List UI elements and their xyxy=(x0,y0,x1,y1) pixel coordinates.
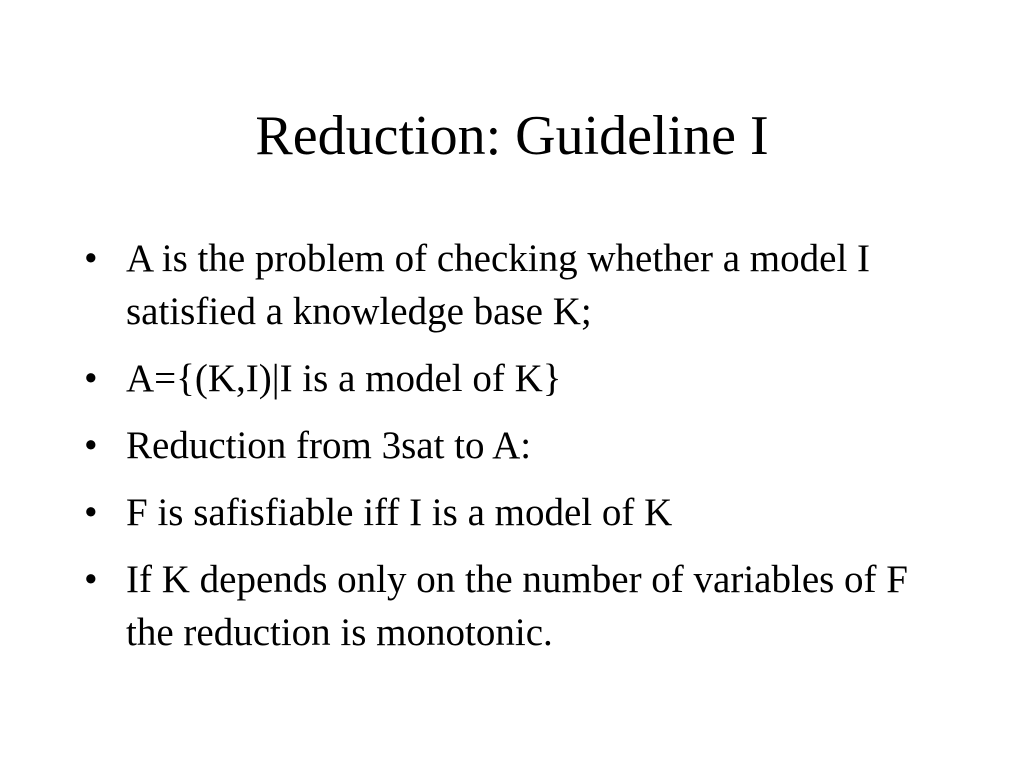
bullet-text: If K depends only on the number of variables of F the reduction is monotonic. xyxy=(126,558,908,654)
bullet-text: A={(K,I)|I is a model of K} xyxy=(126,357,562,400)
bullet-text: A is the problem of checking whether a model I satisfied a knowledge base K; xyxy=(126,237,871,333)
bullet-item xyxy=(84,486,964,539)
bullet-icon: • xyxy=(84,424,98,467)
bullet-icon: • xyxy=(84,357,98,400)
bullet-icon: • xyxy=(84,558,98,601)
bullet-text: Reduction from 3sat to A: xyxy=(126,424,532,467)
bullet-list xyxy=(84,232,964,673)
bullet-text: F is safisfiable iff I is a model of K xyxy=(126,491,673,534)
bullet-item xyxy=(84,419,964,472)
bullet-icon: • xyxy=(84,491,98,534)
bullet-item xyxy=(84,553,964,659)
bullet-icon: • xyxy=(84,237,98,280)
bullet-item xyxy=(84,352,964,405)
slide-title: Reduction: Guideline I xyxy=(255,105,769,167)
bullet-item xyxy=(84,232,964,338)
